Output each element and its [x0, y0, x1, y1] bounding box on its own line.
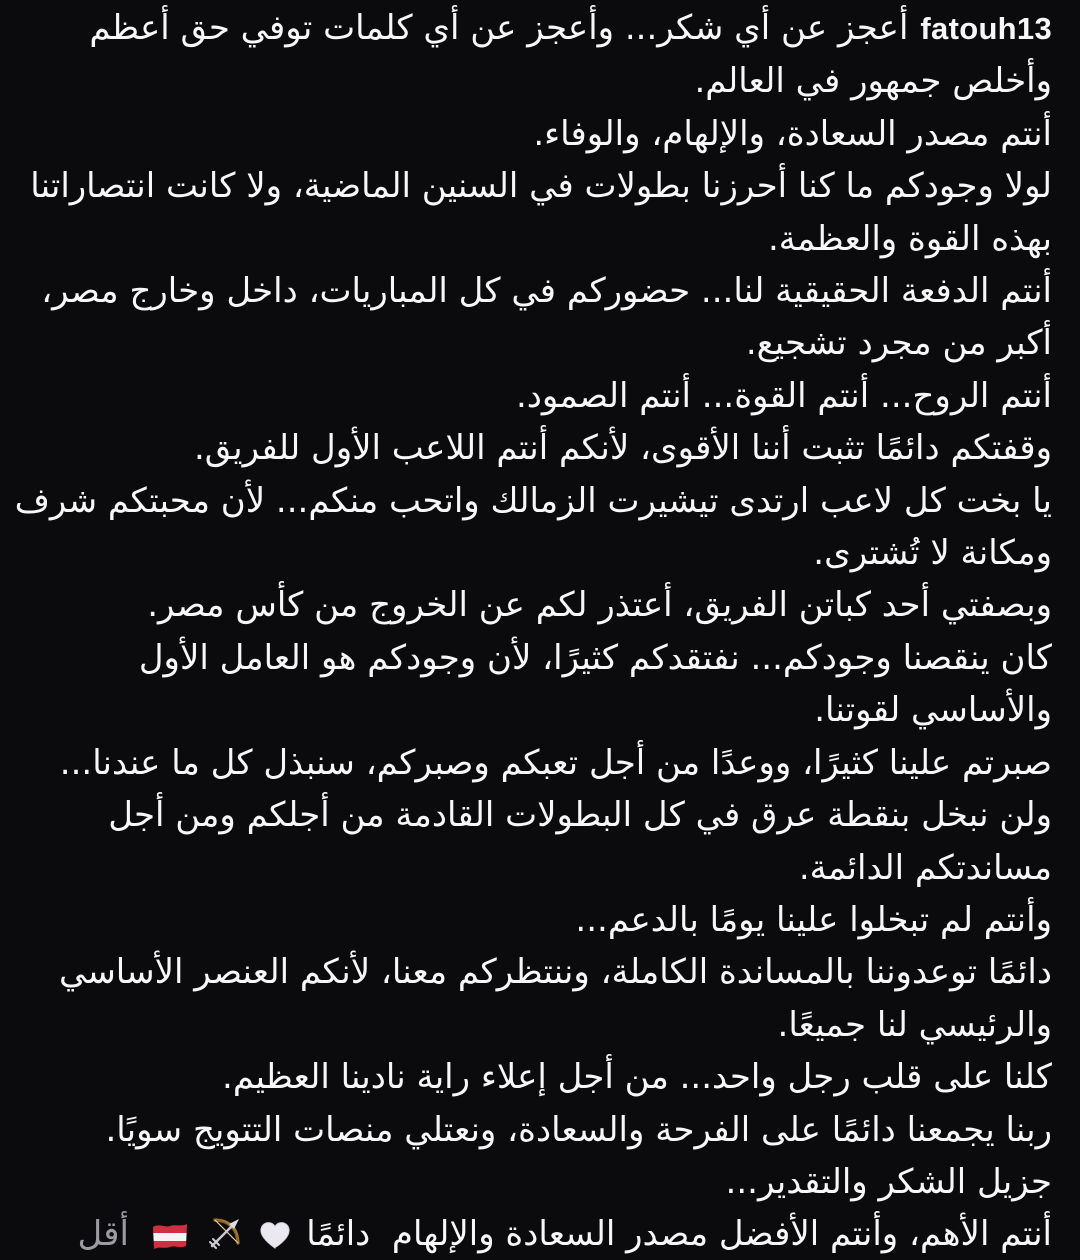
- caption-line: وأنتم لم تبخلوا علينا يومًا بالدعم...: [575, 899, 1052, 940]
- username-link[interactable]: fatouh13: [920, 11, 1052, 46]
- caption-line: كلنا على قلب رجل واحد... من أجل إعلاء راية نادينا العظيم.: [222, 1057, 1052, 1098]
- caption-line: وبصفتي أحد كباتن الفريق، أعتذر لكم عن الخروج من كأس مصر.: [147, 585, 1052, 626]
- caption-line: [28, 1208, 1052, 1260]
- caption-line: كان ينقصنا وجودكم... نفتقدكم كثيرًا، لأن وجودكم هو العامل الأول: [138, 637, 1052, 678]
- caption-text: أنتم الأهم، وأنتم الأفضل مصدر السعادة والإلهام دائمًا: [306, 1214, 1052, 1255]
- caption-line: يا بخت كل لاعب ارتدى تيشيرت الزمالك واتحب منكم... لأن محبتكم شرف: [14, 480, 1052, 521]
- caption-line: دائمًا توعدوننا بالمساندة الكاملة، وننتظركم معنا، لأنكم العنصر الأساسي: [58, 952, 1052, 993]
- caption-line: ومكانة لا تُشترى.: [813, 533, 1052, 574]
- caption-line: ولن نبخل بنقطة عرق في كل البطولات القادمة من أجلكم ومن أجل: [108, 795, 1052, 836]
- caption-line: أكبر من مجرد تشجيع.: [745, 323, 1052, 364]
- caption-line: وقفتكم دائمًا تثبت أننا الأقوى، لأنكم أنتم اللاعب الأول للفريق.: [194, 428, 1052, 469]
- caption-line: والرئيسي لنا جميعًا.: [777, 1004, 1052, 1045]
- caption-line: بهذه القوة والعظمة.: [767, 218, 1052, 259]
- caption-line: مساندتكم الدائمة.: [798, 847, 1052, 888]
- red-white-red-flag-emoji: [151, 1222, 189, 1252]
- caption-line: لولا وجودكم ما كنا أحرزنا بطولات في السنين الماضية، ولا كانت انتصاراتنا: [30, 166, 1052, 207]
- caption-text: أعجز عن أي شكر... وأعجز عن أي كلمات توفي حق أعظم: [89, 8, 909, 48]
- caption-line: والأساسي لقوتنا.: [814, 690, 1052, 731]
- caption-line: صبرتم علينا كثيرًا، ووعدًا من أجل تعبكم وصبركم، سنبذل كل ما عندنا...: [59, 742, 1052, 783]
- caption-line: [28, 2, 1052, 55]
- caption-line: أنتم الدفعة الحقيقية لنا... حضوركم في كل المباريات، داخل وخارج مصر،: [41, 271, 1052, 312]
- caption-line: ربنا يجمعنا دائمًا على الفرحة والسعادة، ونعتلي منصات التتويج سويًا.: [105, 1109, 1052, 1150]
- caption-line: جزيل الشكر والتقدير...: [725, 1161, 1052, 1202]
- see-less-link[interactable]: أقل: [77, 1214, 129, 1255]
- caption-line: أنتم مصدر السعادة، والإلهام، والوفاء.: [533, 113, 1052, 154]
- caption-line: أنتم الروح... أنتم القوة... أنتم الصمود.: [515, 375, 1052, 416]
- white-heart-emoji: [258, 1218, 292, 1252]
- caption-line: وأخلص جمهور في العالم.: [694, 61, 1052, 102]
- bow-and-arrow-emoji: [206, 1216, 242, 1252]
